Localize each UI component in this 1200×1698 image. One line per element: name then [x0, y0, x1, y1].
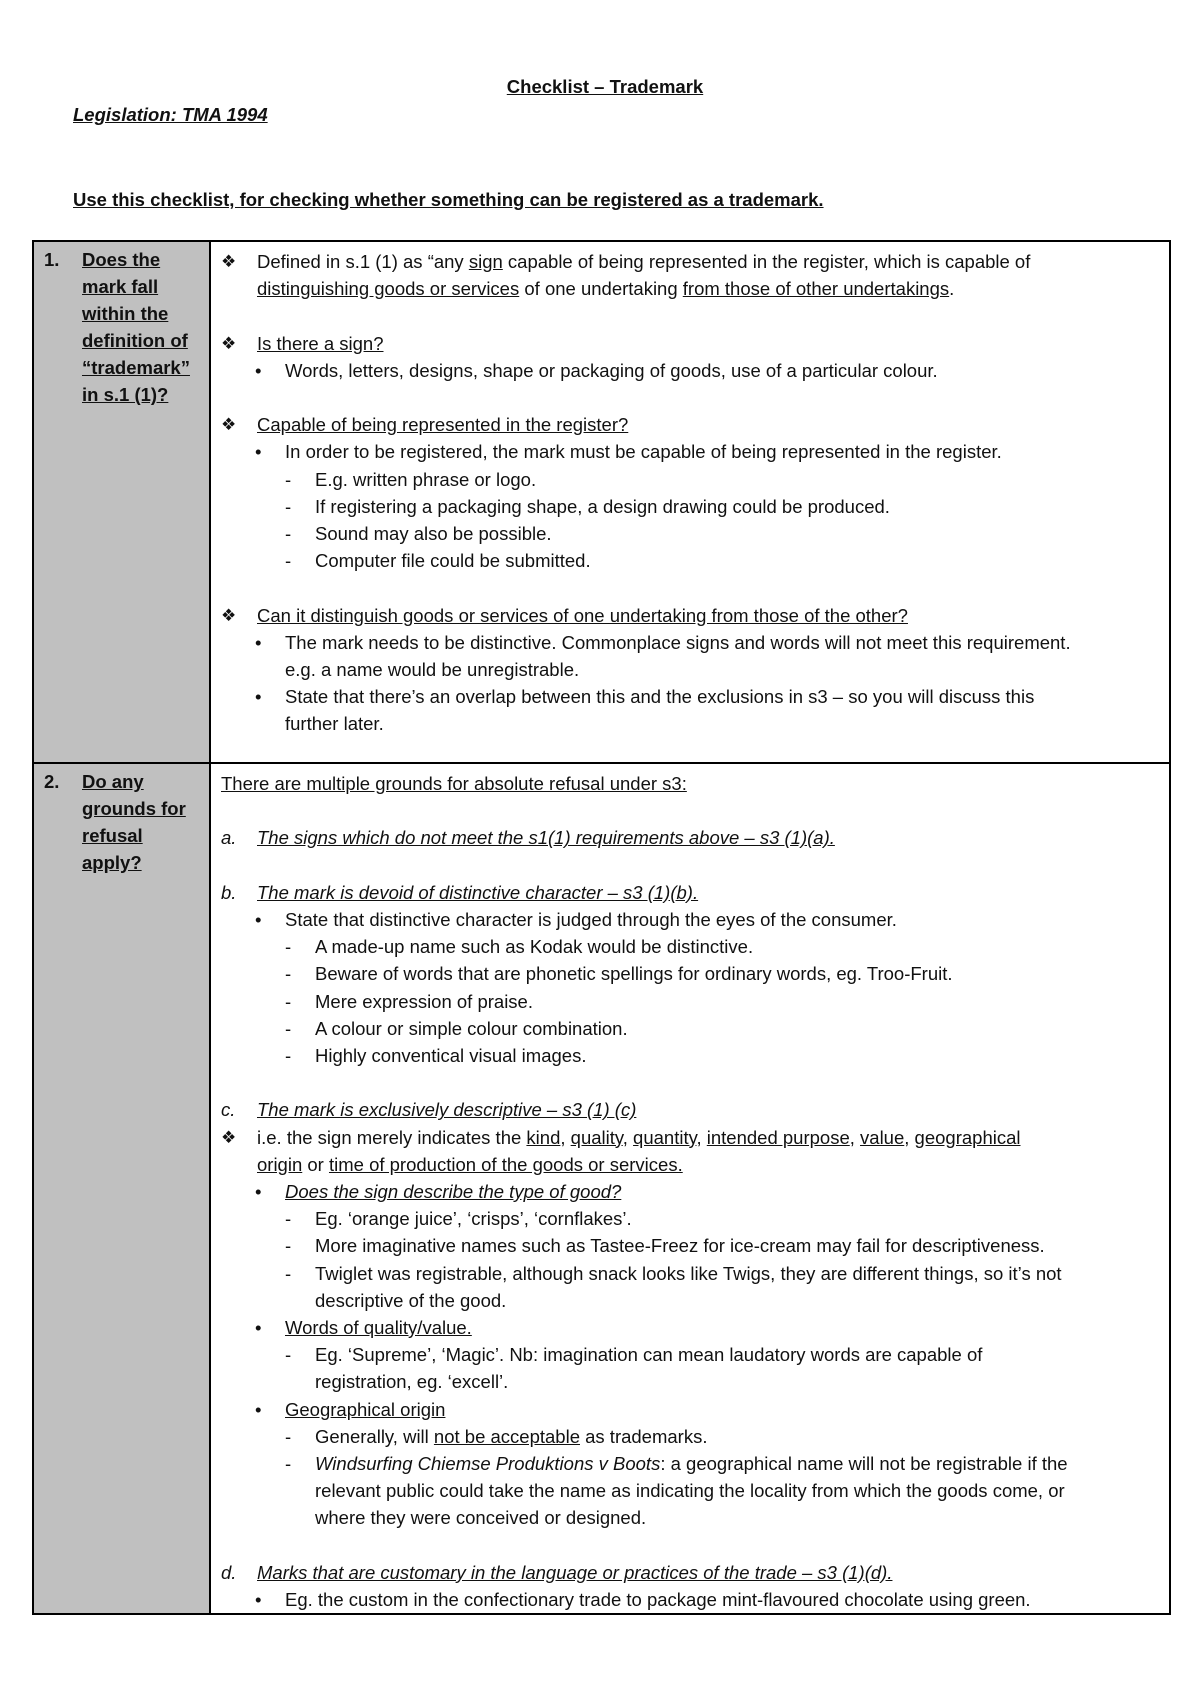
list-item: • Does the sign describe the type of good? [221, 1178, 1161, 1205]
answer-cell [210, 763, 1170, 1614]
page-title: Checklist – Trademark [506, 76, 704, 97]
answer-cell [210, 241, 1170, 763]
list-item: - Mere expression of praise. [221, 988, 1161, 1015]
question-line: definition of [82, 330, 188, 351]
question-line: in s.1 (1)? [82, 384, 169, 405]
list-item: ❖ i.e. the sign merely indicates the kind, quality, quantity, intended purpose, value, geographical [221, 1124, 1161, 1151]
diamond-bullet-icon: ❖ [221, 333, 237, 353]
question-number: 2. [44, 771, 60, 792]
dash-icon: - [285, 550, 292, 572]
question-line: grounds for [82, 798, 186, 819]
question-line: Does the [82, 249, 161, 270]
list-item: • Words of quality/value. [221, 1314, 1161, 1341]
list-item: • State that distinctive character is judged through the eyes of the consumer. [221, 906, 1161, 933]
list-item-continued: where they were conceived or designed. [315, 1507, 647, 1529]
list-item: b. The mark is devoid of distinctive character – s3 (1)(b). [221, 879, 1161, 906]
bullet-icon: • [255, 686, 262, 708]
table-row [33, 241, 1170, 763]
diamond-bullet-icon: ❖ [221, 252, 237, 271]
dash-icon: - [285, 936, 292, 958]
list-item: ❖ Is there a sign? [221, 330, 1161, 357]
dash-icon: - [285, 990, 292, 1012]
question-line: “trademark” [82, 357, 190, 378]
list-item-continued: relevant public could take the name as indicating the locality from which the goods come, or [315, 1480, 1065, 1502]
diamond-bullet-icon: ❖ [221, 1127, 237, 1147]
list-item: - Generally, will not be acceptable as trademarks. [221, 1423, 1161, 1450]
list-item: - Eg. ‘orange juice’, ‘crisps’, ‘cornflakes’. [221, 1205, 1161, 1232]
bullet-icon: • [255, 1589, 262, 1611]
dash-icon: - [285, 1344, 292, 1366]
dash-icon: - [285, 1425, 292, 1447]
letter-label: d. [221, 1561, 237, 1583]
list-item-continued: distinguishing goods or services of one undertaking from those of other undertakings. [257, 278, 955, 300]
list-item: - Windsurfing Chiemse Produktions v Boots: a geographical name will not be registrable if the [221, 1450, 1161, 1477]
list-item: - E.g. written phrase or logo. [221, 466, 1161, 493]
list-item: - If registering a packaging shape, a design drawing could be produced. [221, 493, 1161, 520]
case-name: Windsurfing Chiemse Produktions v Boots [315, 1453, 661, 1475]
list-item-continued: descriptive of the good. [315, 1289, 507, 1311]
list-item: • Geographical origin [221, 1396, 1161, 1423]
bullet-icon: • [255, 908, 262, 930]
list-item: - Twiglet was registrable, although snack looks like Twigs, they are different things, so it’s not [221, 1260, 1161, 1287]
question-cell [33, 763, 210, 1614]
table-row [33, 763, 1170, 1614]
letter-label: a. [221, 827, 237, 849]
dash-icon: - [285, 495, 292, 517]
dash-icon: - [285, 1208, 292, 1230]
dash-icon: - [285, 523, 292, 544]
list-item: ❖ Capable of being represented in the register? [221, 411, 1161, 438]
list-item-continued: e.g. a name would be unregistrable. [285, 659, 580, 680]
question-line: Do any [82, 771, 144, 792]
bullet-icon: • [255, 1317, 262, 1339]
bullet-icon: • [255, 359, 262, 381]
list-item: - Eg. ‘Supreme’, ‘Magic’. Nb: imagination can mean laudatory words are capable of [221, 1341, 1161, 1368]
list-item-continued: origin or time of production of the goods or services. [257, 1153, 683, 1175]
question-line: apply? [82, 852, 142, 873]
diamond-bullet-icon: ❖ [221, 415, 237, 435]
bullet-icon: • [255, 1398, 262, 1420]
legislation-label: Legislation: TMA 1994 [73, 104, 268, 125]
list-item: - Highly conventical visual images. [221, 1042, 1161, 1069]
bullet-icon: • [255, 1181, 262, 1202]
list-item: • Eg. the custom in the confectionary trade to package mint-flavoured chocolate using green. [221, 1586, 1161, 1613]
list-item: c. The mark is exclusively descriptive – s3 (1) (c) [221, 1096, 1161, 1123]
dash-icon: - [285, 468, 292, 490]
list-item: ❖ Defined in s.1 (1) as “any sign capable of being represented in the register, which is capable of [221, 248, 1161, 275]
list-item: • State that there’s an overlap between this and the exclusions in s3 – so you will discuss this [221, 683, 1161, 710]
question-line: refusal [82, 825, 143, 846]
question-cell [33, 241, 210, 763]
list-item-continued: further later. [285, 713, 384, 735]
checklist-table [32, 240, 1171, 1615]
list-item: - A made-up name such as Kodak would be distinctive. [221, 933, 1161, 960]
list-item: - A colour or simple colour combination. [221, 1015, 1161, 1042]
letter-label: c. [221, 1099, 236, 1121]
bullet-icon: • [255, 441, 262, 463]
dash-icon: - [285, 1262, 292, 1284]
question-line: within the [82, 303, 169, 324]
list-item: - Computer file could be submitted. [221, 547, 1161, 574]
dash-icon: - [285, 1045, 292, 1066]
list-item: • The mark needs to be distinctive. Commonplace signs and words will not meet this requirement. [221, 629, 1161, 656]
list-item: - Sound may also be possible. [221, 520, 1161, 547]
list-item: - More imaginative names such as Tastee-Freez for ice-cream may fail for descriptiveness. [221, 1232, 1161, 1259]
question-number: 1. [44, 249, 60, 270]
letter-label: b. [221, 881, 237, 903]
dash-icon: - [285, 1453, 292, 1475]
list-item: d. Marks that are customary in the language or practices of the trade – s3 (1)(d). [221, 1559, 1161, 1586]
list-item: ❖ Can it distinguish goods or services of one undertaking from those of the other? [221, 602, 1161, 629]
intro-text: Use this checklist, for checking whether something can be registered as a trademark. [73, 189, 824, 210]
list-item: - Beware of words that are phonetic spellings for ordinary words, eg. Troo-Fruit. [221, 960, 1161, 987]
dash-icon: - [285, 963, 292, 985]
diamond-bullet-icon: ❖ [221, 605, 237, 625]
list-item: a. The signs which do not meet the s1(1) requirements above – s3 (1)(a). [221, 824, 1161, 851]
section-intro: There are multiple grounds for absolute refusal under s3: [221, 773, 687, 794]
list-item-continued: registration, eg. ‘excell’. [315, 1371, 509, 1393]
list-item: • Words, letters, designs, shape or packaging of goods, use of a particular colour. [221, 357, 1161, 384]
bullet-icon: • [255, 631, 262, 653]
list-item: • In order to be registered, the mark must be capable of being represented in the register. [221, 438, 1161, 465]
dash-icon: - [285, 1017, 292, 1039]
question-line: mark fall [82, 276, 159, 297]
dash-icon: - [285, 1235, 292, 1257]
